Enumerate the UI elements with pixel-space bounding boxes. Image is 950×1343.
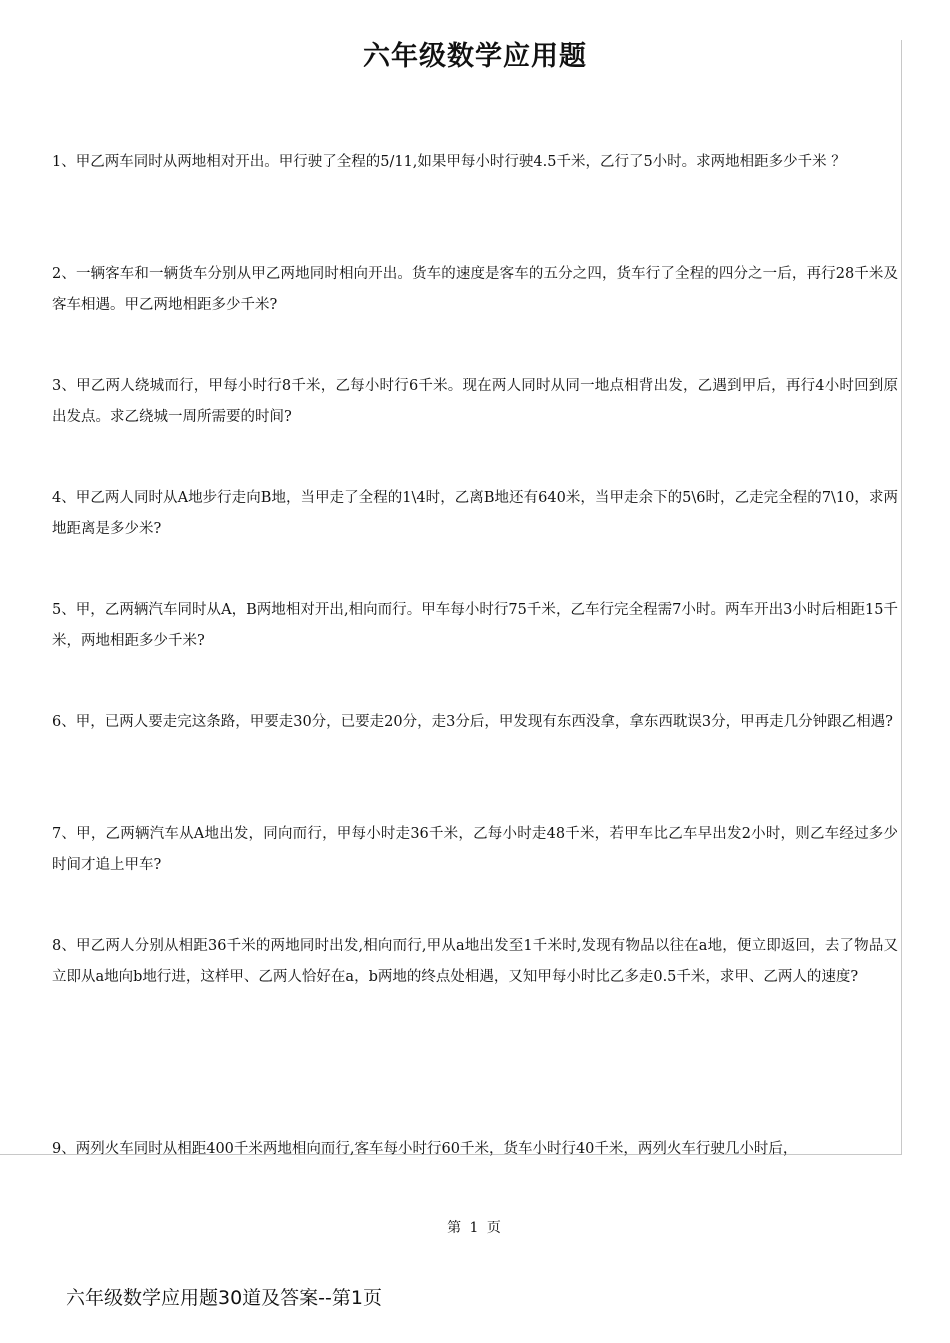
question-4: 4、甲乙两人同时从A地步行走向B地，当甲走了全程的1\4时，乙离B地还有640米，当甲走余下的5\6时，乙走完全程的7\10，求两地距离是多少米? (52, 490, 898, 537)
question-1: 1、甲乙两车同时从两地相对开出。甲行驶了全程的5/11,如果甲每小时行驶4.5千米，乙行了5小时。求两地相距多少千米 ？ (52, 154, 846, 170)
question-7: 7、甲，乙两辆汽车从A地出发，同向而行，甲每小时走36千米，乙每小时走48千米，若甲车比乙车早出发2小时，则乙车经过多少时间才追上甲车? (52, 826, 898, 873)
question-2: 2、一辆客车和一辆货车分别从甲乙两地同时相向开出。货车的速度是客车的五分之四，货车行了全程的四分之一后，再行28千米及客车相遇。甲乙两地相距多少千米? (52, 266, 898, 313)
question-9: 9、两列火车同时从相距400千米两地相向而行,客车每小时行60千米，货车小时行40千米，两列火车行驶几小时后， (52, 1141, 798, 1157)
question-6: 6、甲，已两人要走完这条路，甲要走30分，已要走20分，走3分后，甲发现有东西没拿，拿东西耽误3分，甲再走几分钟跟乙相遇? (52, 714, 893, 730)
page-number: 第 1 页 (447, 1220, 503, 1236)
question-8: 8、甲乙两人分别从相距36千米的两地同时出发,相向而行,甲从a地出发至1千米时,发现有物品以往在a地，便立即返回，去了物品又立即从a地向b地行进，这样甲、乙两人恰好在a，b两地的终点处相遇，又知甲每小时比乙多走0.5千米，求甲、乙两人的速度? (52, 938, 898, 985)
document-caption: 六年级数学应用题30道及答案--第1页 (66, 1287, 382, 1309)
question-5: 5、甲，乙两辆汽车同时从A，B两地相对开出,相向而行。甲车每小时行75千米，乙车行完全程需7小时。两车开出3小时后相距15千米，两地相距多少千米? (52, 602, 898, 649)
page-title: 六年级数学应用题 (363, 41, 587, 72)
question-3: 3、甲乙两人绕城而行，甲每小时行8千米，乙每小时行6千米。现在两人同时从同一地点相背出发，乙遇到甲后，再行4小时回到原出发点。求乙绕城一周所需要的时间? (52, 378, 898, 425)
